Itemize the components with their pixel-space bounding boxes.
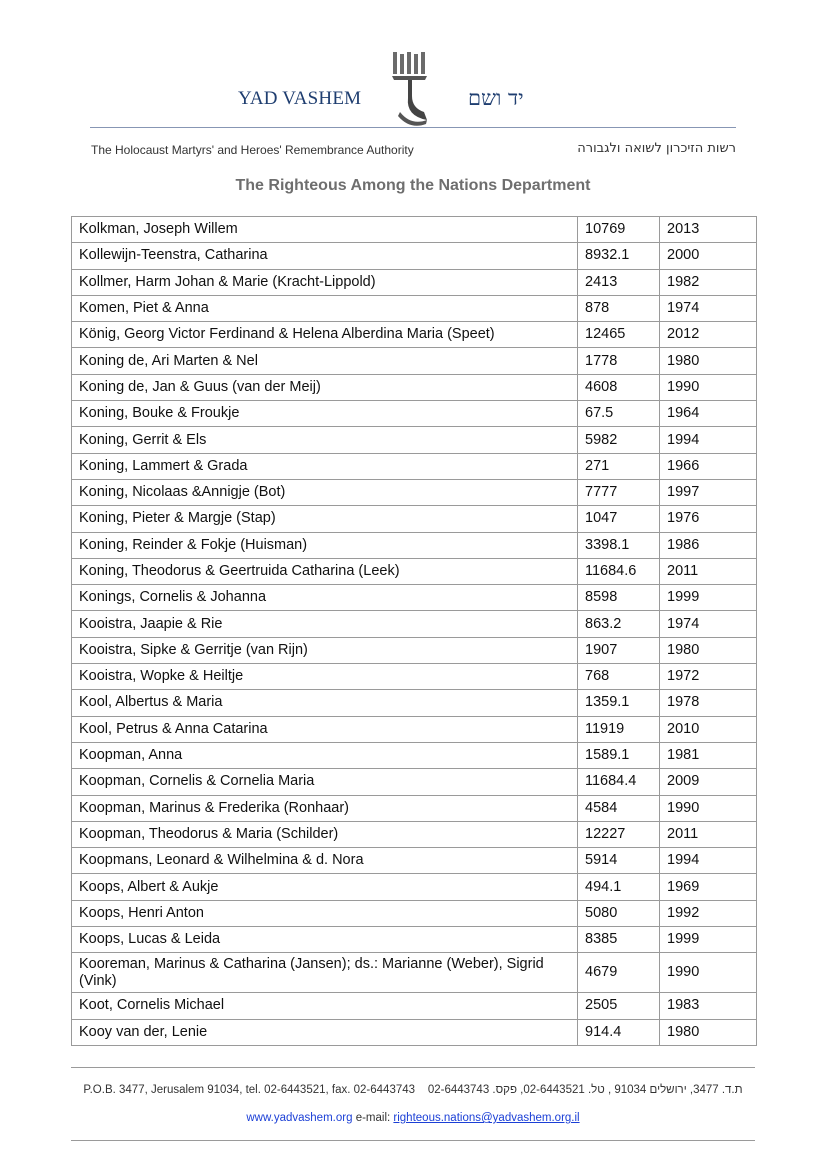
year-cell: 2011 bbox=[660, 558, 757, 584]
name-cell: Koopman, Marinus & Frederika (Ronhaar) bbox=[72, 795, 578, 821]
number-cell: 1359.1 bbox=[578, 690, 660, 716]
year-cell: 1978 bbox=[660, 690, 757, 716]
year-cell: 1982 bbox=[660, 269, 757, 295]
year-cell: 1981 bbox=[660, 742, 757, 768]
name-cell: Koning, Lammert & Grada bbox=[72, 453, 578, 479]
year-cell: 1976 bbox=[660, 506, 757, 532]
year-cell: 2009 bbox=[660, 769, 757, 795]
year-cell: 1974 bbox=[660, 611, 757, 637]
name-cell: Koning de, Ari Marten & Nel bbox=[72, 348, 578, 374]
table-row bbox=[72, 769, 757, 795]
number-cell: 5080 bbox=[578, 900, 660, 926]
name-cell: Kolkman, Joseph Willem bbox=[72, 217, 578, 243]
year-cell: 1999 bbox=[660, 927, 757, 953]
footer-contact bbox=[0, 1112, 826, 1124]
table-row bbox=[72, 453, 757, 479]
number-cell: 11919 bbox=[578, 716, 660, 742]
footer-divider-top bbox=[71, 1067, 755, 1068]
table-row bbox=[72, 295, 757, 321]
year-cell: 1966 bbox=[660, 453, 757, 479]
website-link[interactable]: www.yadvashem.org bbox=[246, 1112, 353, 1124]
table-row bbox=[72, 217, 757, 243]
name-cell: Koops, Albert & Aukje bbox=[72, 874, 578, 900]
name-cell: Koops, Henri Anton bbox=[72, 900, 578, 926]
year-cell: 1969 bbox=[660, 874, 757, 900]
year-cell: 1986 bbox=[660, 532, 757, 558]
number-cell: 878 bbox=[578, 295, 660, 321]
table-row bbox=[72, 716, 757, 742]
year-cell: 1994 bbox=[660, 427, 757, 453]
number-cell: 2505 bbox=[578, 993, 660, 1019]
footer-address-hebrew: ת.ד. 3477, ירושלים 91034 , טל. 02-6443521, פקס. 02-6443743 bbox=[427, 1084, 743, 1096]
number-cell: 914.4 bbox=[578, 1019, 660, 1045]
header-divider bbox=[90, 127, 736, 128]
authority-english: The Holocaust Martyrs' and Heroes' Remembrance Authority bbox=[91, 143, 414, 157]
righteous-table-body bbox=[72, 217, 757, 1046]
name-cell: König, Georg Victor Ferdinand & Helena Alberdina Maria (Speet) bbox=[72, 322, 578, 348]
year-cell: 1997 bbox=[660, 479, 757, 505]
table-row bbox=[72, 664, 757, 690]
department-title: The Righteous Among the Nations Department bbox=[235, 177, 591, 194]
name-cell: Koning, Theodorus & Geertruida Catharina (Leek) bbox=[72, 558, 578, 584]
number-cell: 11684.6 bbox=[578, 558, 660, 584]
table-row bbox=[72, 848, 757, 874]
number-cell: 1047 bbox=[578, 506, 660, 532]
name-cell: Kool, Petrus & Anna Catarina bbox=[72, 716, 578, 742]
table-row bbox=[72, 269, 757, 295]
year-cell: 2013 bbox=[660, 217, 757, 243]
table-row bbox=[72, 532, 757, 558]
name-cell: Kooy van der, Lenie bbox=[72, 1019, 578, 1045]
table-row bbox=[72, 479, 757, 505]
table-row bbox=[72, 243, 757, 269]
yad-vashem-menorah-logo-icon bbox=[386, 50, 436, 130]
name-cell: Kooistra, Jaapie & Rie bbox=[72, 611, 578, 637]
table-row bbox=[72, 690, 757, 716]
number-cell: 3398.1 bbox=[578, 532, 660, 558]
number-cell: 10769 bbox=[578, 217, 660, 243]
org-name-english: YAD VASHEM bbox=[238, 88, 362, 109]
table-row bbox=[72, 374, 757, 400]
number-cell: 4608 bbox=[578, 374, 660, 400]
year-cell: 2000 bbox=[660, 243, 757, 269]
year-cell: 1964 bbox=[660, 401, 757, 427]
number-cell: 8385 bbox=[578, 927, 660, 953]
name-cell: Komen, Piet & Anna bbox=[72, 295, 578, 321]
name-cell: Koning de, Jan & Guus (van der Meij) bbox=[72, 374, 578, 400]
authority-hebrew: רשות הזיכרון לשואה ולגבורה bbox=[577, 141, 736, 156]
number-cell: 768 bbox=[578, 664, 660, 690]
number-cell: 11684.4 bbox=[578, 769, 660, 795]
number-cell: 1589.1 bbox=[578, 742, 660, 768]
table-row bbox=[72, 742, 757, 768]
number-cell: 12465 bbox=[578, 322, 660, 348]
year-cell: 2010 bbox=[660, 716, 757, 742]
number-cell: 494.1 bbox=[578, 874, 660, 900]
org-name-hebrew: יד ושם bbox=[468, 86, 524, 110]
number-cell: 8598 bbox=[578, 585, 660, 611]
year-cell: 1994 bbox=[660, 848, 757, 874]
table-row bbox=[72, 900, 757, 926]
table-row bbox=[72, 927, 757, 953]
year-cell: 1972 bbox=[660, 664, 757, 690]
year-cell: 1990 bbox=[660, 953, 757, 993]
name-cell: Kollewijn-Teenstra, Catharina bbox=[72, 243, 578, 269]
table-row bbox=[72, 506, 757, 532]
number-cell: 1907 bbox=[578, 637, 660, 663]
number-cell: 67.5 bbox=[578, 401, 660, 427]
name-cell: Konings, Cornelis & Johanna bbox=[72, 585, 578, 611]
table-row bbox=[72, 993, 757, 1019]
email-label: e-mail: bbox=[355, 1112, 391, 1124]
table-row bbox=[72, 821, 757, 847]
name-cell: Kollmer, Harm Johan & Marie (Kracht-Lippold) bbox=[72, 269, 578, 295]
name-cell: Kooistra, Sipke & Gerritje (van Rijn) bbox=[72, 637, 578, 663]
year-cell: 1990 bbox=[660, 795, 757, 821]
number-cell: 12227 bbox=[578, 821, 660, 847]
name-cell: Kooreman, Marinus & Catharina (Jansen); ds.: Marianne (Weber), Sigrid (Vink) bbox=[72, 953, 578, 993]
number-cell: 4584 bbox=[578, 795, 660, 821]
table-row bbox=[72, 953, 757, 993]
name-cell: Koning, Gerrit & Els bbox=[72, 427, 578, 453]
table-row bbox=[72, 427, 757, 453]
name-cell: Koopman, Anna bbox=[72, 742, 578, 768]
number-cell: 271 bbox=[578, 453, 660, 479]
name-cell: Kooistra, Wopke & Heiltje bbox=[72, 664, 578, 690]
table-row bbox=[72, 558, 757, 584]
number-cell: 7777 bbox=[578, 479, 660, 505]
table-row bbox=[72, 874, 757, 900]
name-cell: Koops, Lucas & Leida bbox=[72, 927, 578, 953]
table-row bbox=[72, 637, 757, 663]
table-row bbox=[72, 1019, 757, 1045]
number-cell: 5914 bbox=[578, 848, 660, 874]
number-cell: 4679 bbox=[578, 953, 660, 993]
name-cell: Koot, Cornelis Michael bbox=[72, 993, 578, 1019]
year-cell: 1980 bbox=[660, 348, 757, 374]
footer-address-english: P.O.B. 3477, Jerusalem 91034, tel. 02-6443521, fax. 02-6443743 bbox=[83, 1084, 416, 1096]
footer-address bbox=[0, 1084, 826, 1096]
number-cell: 863.2 bbox=[578, 611, 660, 637]
name-cell: Koning, Pieter & Margje (Stap) bbox=[72, 506, 578, 532]
name-cell: Koning, Bouke & Froukje bbox=[72, 401, 578, 427]
email-link[interactable]: righteous.nations@yadvashem.org.il bbox=[393, 1112, 580, 1124]
name-cell: Koopman, Theodorus & Maria (Schilder) bbox=[72, 821, 578, 847]
footer-divider-bottom bbox=[71, 1140, 755, 1141]
year-cell: 2011 bbox=[660, 821, 757, 847]
year-cell: 1992 bbox=[660, 900, 757, 926]
righteous-table bbox=[71, 216, 757, 1046]
table-row bbox=[72, 795, 757, 821]
table-row bbox=[72, 401, 757, 427]
name-cell: Koning, Nicolaas &Annigje (Bot) bbox=[72, 479, 578, 505]
number-cell: 5982 bbox=[578, 427, 660, 453]
number-cell: 1778 bbox=[578, 348, 660, 374]
name-cell: Koopmans, Leonard & Wilhelmina & d. Nora bbox=[72, 848, 578, 874]
year-cell: 1990 bbox=[660, 374, 757, 400]
name-cell: Koopman, Cornelis & Cornelia Maria bbox=[72, 769, 578, 795]
table-row bbox=[72, 611, 757, 637]
number-cell: 2413 bbox=[578, 269, 660, 295]
table-row bbox=[72, 585, 757, 611]
year-cell: 1983 bbox=[660, 993, 757, 1019]
year-cell: 1974 bbox=[660, 295, 757, 321]
year-cell: 1980 bbox=[660, 637, 757, 663]
name-cell: Koning, Reinder & Fokje (Huisman) bbox=[72, 532, 578, 558]
table-row bbox=[72, 348, 757, 374]
year-cell: 2012 bbox=[660, 322, 757, 348]
name-cell: Kool, Albertus & Maria bbox=[72, 690, 578, 716]
table-row bbox=[72, 322, 757, 348]
year-cell: 1980 bbox=[660, 1019, 757, 1045]
year-cell: 1999 bbox=[660, 585, 757, 611]
number-cell: 8932.1 bbox=[578, 243, 660, 269]
